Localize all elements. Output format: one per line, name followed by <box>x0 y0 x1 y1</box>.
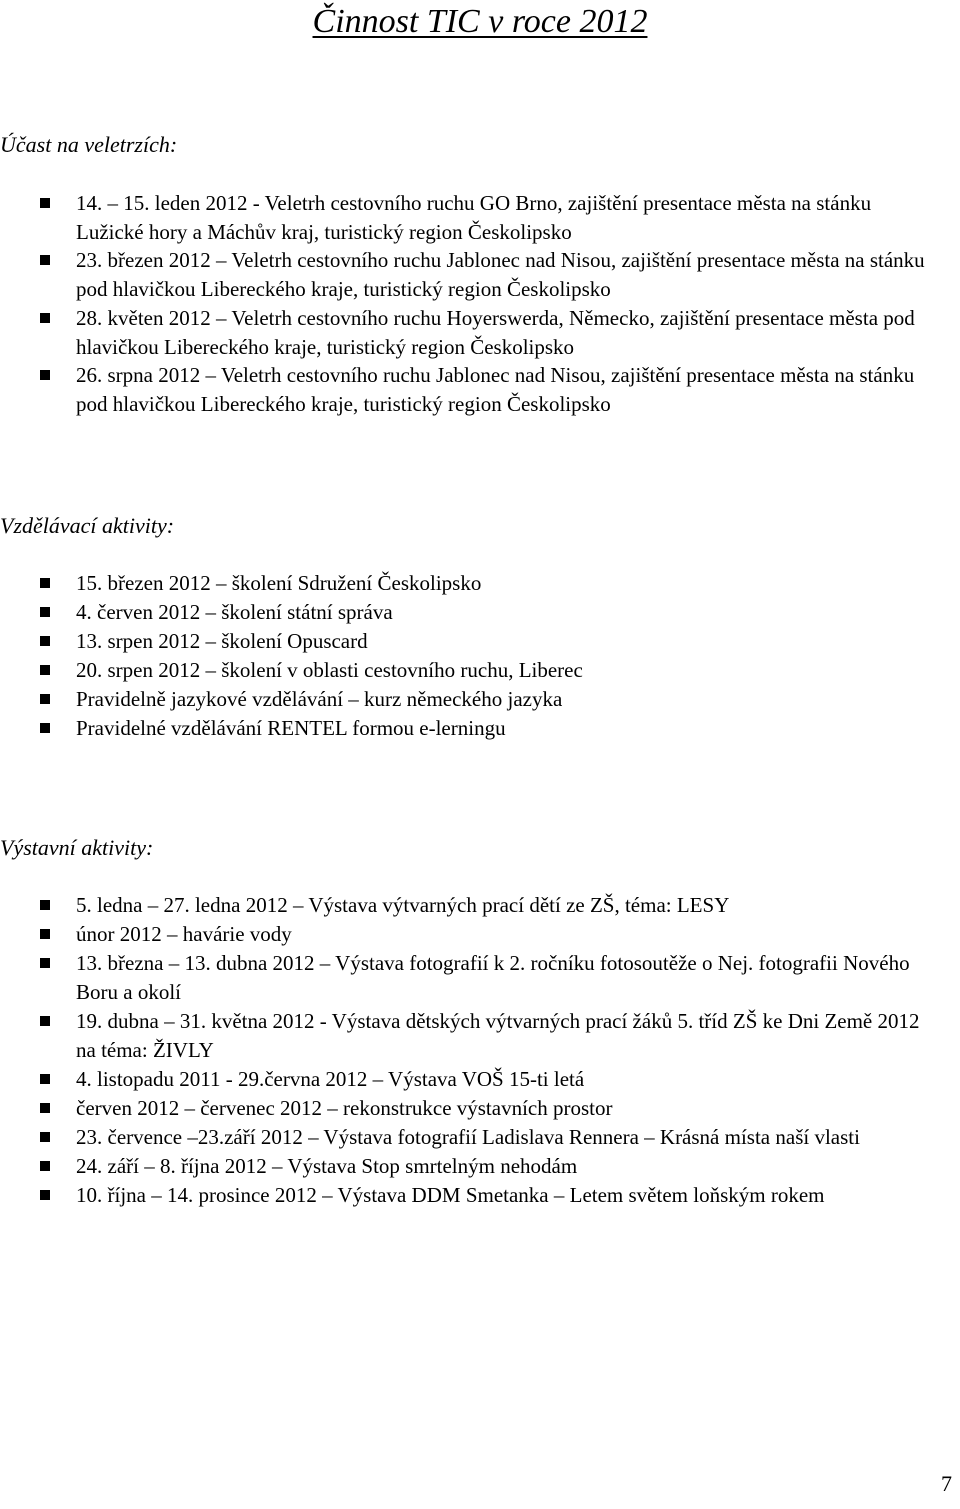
vzdelavaci-list <box>0 569 960 743</box>
list-item <box>0 598 960 627</box>
square-bullet-icon <box>40 370 50 380</box>
list-item-text: 15. březen 2012 – školení Sdružení Českolipsko <box>76 571 482 595</box>
list-item <box>0 656 960 685</box>
list-item <box>0 627 960 656</box>
list-item-text: 10. října – 14. prosince 2012 – Výstava DDM Smetanka – Letem světem loňským rokem <box>76 1183 825 1207</box>
list-item-text: 26. srpna 2012 – Veletrh cestovního ruchu Jablonec nad Nisou, zajištění presentace města na stánku pod hlavičkou Libereckého kraje, turistický region Českolipsko <box>76 363 915 416</box>
list-item-text: 4. červen 2012 – školení státní správa <box>76 600 393 624</box>
list-item <box>0 685 960 714</box>
square-bullet-icon <box>40 313 50 323</box>
square-bullet-icon <box>40 636 50 646</box>
list-item <box>0 1094 960 1123</box>
list-item <box>0 714 960 743</box>
veletrhy-list <box>0 189 960 419</box>
list-item-text: 28. květen 2012 – Veletrh cestovního ruchu Hoyerswerda, Německo, zajištění presentace města pod hlavičkou Libereckého kraje, turistický region Českolipsko <box>76 305 915 359</box>
list-item-text: únor 2012 – havárie vody <box>76 922 292 946</box>
square-bullet-icon <box>40 607 50 617</box>
list-item-text: 13. srpen 2012 – školení Opuscard <box>76 629 368 653</box>
list-item <box>0 1123 960 1152</box>
list-item <box>0 1065 960 1094</box>
square-bullet-icon <box>40 1103 50 1113</box>
list-item-text: 14. – 15. leden 2012 - Veletrh cestovního ruchu GO Brno, zajištění presentace města na stánku Lužické hory a Máchův kraj, turistický region Českolipsko <box>76 191 872 244</box>
square-bullet-icon <box>40 1161 50 1171</box>
list-item <box>0 304 960 361</box>
list-item-text: Pravidelně jazykové vzdělávání – kurz německého jazyka <box>76 687 563 711</box>
list-item-text: 13. března – 13. dubna 2012 – Výstava fotografií k 2. ročníku fotosoutěže o Nej. fotografii Nového Boru a okolí <box>76 951 910 1004</box>
square-bullet-icon <box>40 578 50 588</box>
square-bullet-icon <box>40 958 50 968</box>
list-item <box>0 246 960 303</box>
section-heading-vystavni: Výstavní aktivity: <box>0 835 154 860</box>
list-item <box>0 189 960 246</box>
list-item-text: 5. ledna – 27. ledna 2012 – Výstava výtvarných prací dětí ze ZŠ, téma: LESY <box>76 893 730 917</box>
square-bullet-icon <box>40 723 50 733</box>
list-item <box>0 361 960 418</box>
section-heading-vzdelavaci: Vzdělávací aktivity: <box>0 513 175 538</box>
square-bullet-icon <box>40 665 50 675</box>
list-item <box>0 891 960 920</box>
list-item-text: 24. září – 8. října 2012 – Výstava Stop smrtelným nehodám <box>76 1154 578 1178</box>
list-item-text: červen 2012 – červenec 2012 – rekonstrukce výstavních prostor <box>76 1096 613 1120</box>
list-item-text: 20. srpen 2012 – školení v oblasti cestovního ruchu, Liberec <box>76 658 583 682</box>
page-title: Činnost TIC v roce 2012 <box>312 3 648 40</box>
list-item-text: 23. července –23.září 2012 – Výstava fotografií Ladislava Rennera – Krásná místa naší vlasti <box>76 1125 860 1149</box>
vystavni-list <box>0 891 960 1210</box>
list-item <box>0 1152 960 1181</box>
square-bullet-icon <box>40 1190 50 1200</box>
list-item <box>0 949 960 1007</box>
section-heading-veletrhy: Účast na veletrzích: <box>0 132 178 157</box>
square-bullet-icon <box>40 694 50 704</box>
page-number: 7 <box>941 1471 952 1496</box>
list-item <box>0 1181 960 1210</box>
square-bullet-icon <box>40 198 50 208</box>
square-bullet-icon <box>40 1132 50 1142</box>
list-item-text: 19. dubna – 31. května 2012 - Výstava dětských výtvarných prací žáků 5. tříd ZŠ ke Dni Země 2012 na téma: ŽIVLY <box>76 1009 920 1062</box>
square-bullet-icon <box>40 1016 50 1026</box>
list-item <box>0 920 960 949</box>
square-bullet-icon <box>40 929 50 939</box>
square-bullet-icon <box>40 255 50 265</box>
list-item-text: 23. březen 2012 – Veletrh cestovního ruchu Jablonec nad Nisou, zajištění presentace města na stánku pod hlavičkou Libereckého kraje, turistický region Českolipsko <box>76 248 925 302</box>
list-item-text: 4. listopadu 2011 - 29.června 2012 – Výstava VOŠ 15-ti letá <box>76 1067 585 1091</box>
list-item <box>0 1007 960 1065</box>
square-bullet-icon <box>40 900 50 910</box>
list-item-text: Pravidelné vzdělávání RENTEL formou e-lerningu <box>76 716 506 740</box>
square-bullet-icon <box>40 1074 50 1084</box>
list-item <box>0 569 960 598</box>
